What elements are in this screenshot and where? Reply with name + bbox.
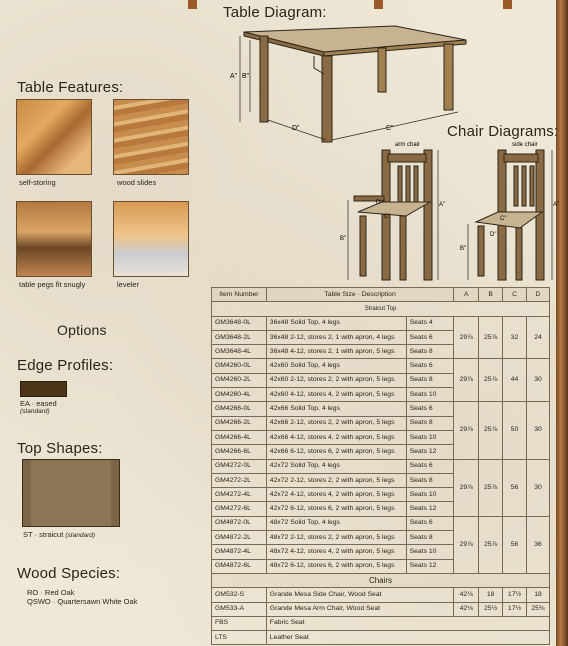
- spec-table: [211, 287, 550, 645]
- dim-b-value: 25⅞: [479, 459, 503, 516]
- header-size-description: Table Size · Description: [266, 288, 454, 302]
- item-number: GM3648-0L: [212, 316, 267, 330]
- size-description: 42x60 2-12, stores 2, 2 with apron, 5 legs: [266, 373, 406, 387]
- dim-d-value: 24: [527, 316, 550, 359]
- dim-c-value: 56: [503, 516, 527, 573]
- size-description: 42x72 6-12, stores 6, 2 with apron, 5 legs: [266, 502, 406, 516]
- side-dim-b-label: B": [460, 246, 467, 252]
- arm-chair-diagram: [338, 140, 450, 285]
- item-number: FBS: [212, 616, 267, 630]
- arm-chair-label: arm chair: [395, 142, 421, 148]
- side-chair-label: side chair: [512, 142, 538, 148]
- dim-a-value: 29⅞: [454, 516, 479, 573]
- dim-a-value: 29⅞: [454, 459, 479, 516]
- chair-description: Grande Mesa Arm Chair, Wood Seat: [266, 602, 454, 616]
- dim-c-value: 50: [503, 402, 527, 459]
- dim-b-value: 25⅞: [479, 316, 503, 359]
- size-description: 42x72 2-12, stores 2, 2 with apron, 5 legs: [266, 473, 406, 487]
- item-number: GM3648-2L: [212, 330, 267, 344]
- header-item-number: Item Number: [212, 288, 267, 302]
- wood-edge-decoration: [556, 0, 568, 646]
- dim-b-value: 25⅞: [479, 402, 503, 459]
- item-number: GM533-A: [212, 602, 267, 616]
- chair-description: Grande Mesa Side Chair, Wood Seat: [266, 588, 454, 602]
- top-shapes-title: Top Shapes:: [17, 440, 103, 457]
- side-dim-d-label: D": [490, 232, 497, 238]
- chair-dim-c-value: 17½: [503, 602, 527, 616]
- top-tab-decoration: [374, 0, 383, 9]
- table-row: [212, 402, 550, 416]
- item-number: GM4266-4L: [212, 430, 267, 444]
- arm-dim-b-label: B": [340, 236, 347, 242]
- seats: Seats 12: [406, 559, 454, 573]
- arm-dim-d-label: D": [376, 200, 383, 206]
- item-number: GM4272-2L: [212, 473, 267, 487]
- arm-dim-c-label: C": [384, 214, 391, 220]
- chair-dim-b-value: 18: [479, 588, 503, 602]
- size-description: 48x72 6-12, stores 6, 2 with apron, 5 legs: [266, 559, 406, 573]
- straicut-code: ST · straicut: [23, 530, 64, 539]
- size-description: 36x48 2-12, stores 2, 1 with apron, 4 legs: [266, 330, 406, 344]
- size-description: 42x72 4-12, stores 4, 2 with apron, 5 legs: [266, 488, 406, 502]
- size-description: 42x66 Solid Top, 4 legs: [266, 402, 406, 416]
- size-description: 42x66 2-12, stores 2, 2 with apron, 5 legs: [266, 416, 406, 430]
- chair-dim-d-value: 18: [527, 588, 550, 602]
- seats: Seats 6: [406, 330, 454, 344]
- chairs-group-label: Chairs: [212, 573, 550, 587]
- size-description: 42x60 Solid Top, 4 legs: [266, 359, 406, 373]
- item-number: GM4872-2L: [212, 531, 267, 545]
- dim-b-value: 25⅞: [479, 516, 503, 573]
- dim-d-value: 30: [527, 359, 550, 402]
- seats: Seats 12: [406, 502, 454, 516]
- dim-a-label: A": [230, 73, 238, 80]
- edge-eased-caption: EA · eased: [20, 399, 57, 408]
- item-number: GM4872-4L: [212, 545, 267, 559]
- header-d: D: [527, 288, 550, 302]
- seat-description: Leather Seat: [266, 631, 549, 645]
- self-storing-caption: self-storing: [19, 178, 56, 187]
- chair-dim-d-value: 25⅜: [527, 602, 550, 616]
- seats: Seats 8: [406, 345, 454, 359]
- table-row: [212, 359, 550, 373]
- wood-species-qswo: QSWO · Quartersawn White Oak: [27, 597, 138, 606]
- side-chair-diagram: [460, 140, 560, 285]
- header-c: C: [503, 288, 527, 302]
- dim-d-value: 30: [527, 459, 550, 516]
- table-row: [212, 631, 550, 645]
- item-number: GM4260-2L: [212, 373, 267, 387]
- size-description: 36x48 Solid Top, 4 legs: [266, 316, 406, 330]
- table-row: [212, 588, 550, 602]
- size-description: 42x60 4-12, stores 4, 2 with apron, 5 legs: [266, 388, 406, 402]
- seats: Seats 8: [406, 373, 454, 387]
- self-storing-photo: [16, 99, 92, 175]
- seats: Seats 6: [406, 459, 454, 473]
- item-number: GM4872-6L: [212, 559, 267, 573]
- table-diagram: [230, 20, 470, 145]
- dim-c-value: 44: [503, 359, 527, 402]
- top-tab-decoration: [503, 0, 512, 9]
- seats: Seats 8: [406, 473, 454, 487]
- item-number: LTS: [212, 631, 267, 645]
- table-diagram-title: Table Diagram:: [223, 4, 327, 21]
- seats: Seats 6: [406, 359, 454, 373]
- item-number: GM4266-6L: [212, 445, 267, 459]
- item-number: GM4272-0L: [212, 459, 267, 473]
- table-pegs-caption: table pegs fit snugly: [19, 280, 86, 289]
- dim-a-value: 29⅞: [454, 316, 479, 359]
- chair-dim-a-value: 42⅛: [454, 602, 479, 616]
- spec-table-header-row: [212, 288, 550, 302]
- seat-description: Fabric Seat: [266, 616, 549, 630]
- item-number: GM4266-2L: [212, 416, 267, 430]
- item-number: GM3648-4L: [212, 345, 267, 359]
- straicut-note: (standard): [65, 532, 96, 539]
- chairs-group-row: [212, 573, 550, 587]
- table-features-title: Table Features:: [17, 79, 124, 96]
- straicut-top-shape: [22, 459, 120, 527]
- dim-d-value: 30: [527, 402, 550, 459]
- top-tab-decoration: [188, 0, 197, 9]
- table-row: [212, 616, 550, 630]
- seats: Seats 6: [406, 516, 454, 530]
- seats: Seats 6: [406, 402, 454, 416]
- straicut-caption: [23, 530, 95, 540]
- edge-eased-note: (standard): [20, 408, 50, 415]
- dim-c-label: C": [386, 125, 394, 132]
- seats: Seats 10: [406, 388, 454, 402]
- wood-slides-photo: [113, 99, 189, 175]
- table-row: [212, 602, 550, 616]
- chair-dim-b-value: 25½: [479, 602, 503, 616]
- leveler-caption: leveler: [117, 280, 140, 289]
- header-a: A: [454, 288, 479, 302]
- size-description: 42x66 6-12, stores 6, 2 with apron, 5 legs: [266, 445, 406, 459]
- edge-eased-swatch: [20, 381, 67, 397]
- item-number: GM4260-4L: [212, 388, 267, 402]
- leveler-photo: [113, 201, 189, 277]
- dim-b-label: B": [242, 73, 250, 80]
- options-title: Options: [57, 322, 107, 338]
- item-number: GM4872-0L: [212, 516, 267, 530]
- size-description: 42x66 4-12, stores 4, 2 with apron, 5 legs: [266, 430, 406, 444]
- dim-a-value: 29⅞: [454, 359, 479, 402]
- seats: Seats 10: [406, 545, 454, 559]
- edge-profiles-title: Edge Profiles:: [17, 357, 114, 374]
- item-number: GM4272-4L: [212, 488, 267, 502]
- item-number: GM4272-6L: [212, 502, 267, 516]
- seats: Seats 8: [406, 416, 454, 430]
- side-dim-c-label: C": [500, 216, 507, 222]
- size-description: 42x72 Solid Top, 4 legs: [266, 459, 406, 473]
- wood-species-title: Wood Species:: [17, 565, 121, 582]
- table-pegs-photo: [16, 201, 92, 277]
- side-dim-a-label: A": [553, 202, 560, 208]
- chair-dim-c-value: 17½: [503, 588, 527, 602]
- table-row: [212, 516, 550, 530]
- chair-dim-a-value: 42⅛: [454, 588, 479, 602]
- table-row: [212, 459, 550, 473]
- wood-slides-caption: wood slides: [117, 178, 157, 187]
- arm-dim-a-label: A": [439, 202, 446, 208]
- dim-d-label: D": [292, 125, 300, 132]
- header-b: B: [479, 288, 503, 302]
- size-description: 36x48 4-12, stores 2, 1 with apron, 5 legs: [266, 345, 406, 359]
- wood-species-red-oak: RO · Red Oak: [27, 588, 75, 597]
- dim-b-value: 25⅞: [479, 359, 503, 402]
- table-row: [212, 316, 550, 330]
- dim-d-value: 36: [527, 516, 550, 573]
- item-number: GM532-S: [212, 588, 267, 602]
- seats: Seats 8: [406, 531, 454, 545]
- item-number: GM4260-0L: [212, 359, 267, 373]
- seats: Seats 10: [406, 488, 454, 502]
- dim-c-value: 56: [503, 459, 527, 516]
- size-description: 48x72 2-12, stores 2, 2 with apron, 5 legs: [266, 531, 406, 545]
- spec-subheader: Straicut Top: [212, 302, 550, 316]
- seats: Seats 12: [406, 445, 454, 459]
- dim-a-value: 29⅞: [454, 402, 479, 459]
- size-description: 48x72 Solid Top, 4 legs: [266, 516, 406, 530]
- dim-c-value: 32: [503, 316, 527, 359]
- seats: Seats 10: [406, 430, 454, 444]
- seats: Seats 4: [406, 316, 454, 330]
- chair-diagrams-title: Chair Diagrams:: [447, 123, 559, 140]
- size-description: 48x72 4-12, stores 4, 2 with apron, 5 legs: [266, 545, 406, 559]
- item-number: GM4266-0L: [212, 402, 267, 416]
